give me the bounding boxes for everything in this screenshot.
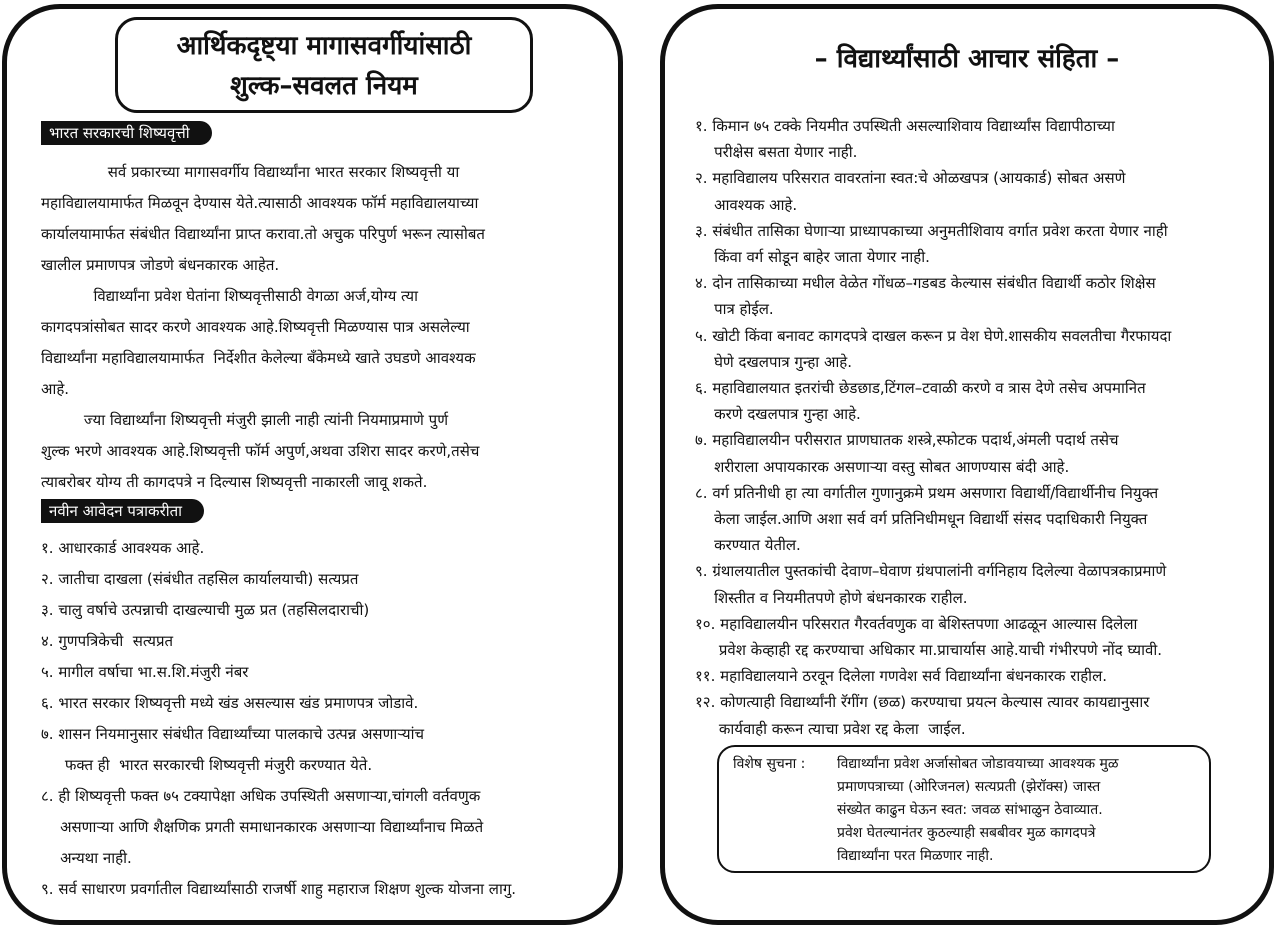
scholarship-title-line2: शुल्क–सवलत नियम <box>230 71 418 101</box>
special-notice-box <box>717 745 1211 873</box>
scholarship-title-line1: आर्थिकदृष्ट्या मागासवर्गीयांसाठी <box>176 31 472 61</box>
list-item: १. आधारकार्ड आवश्यक आहे. <box>41 539 205 557</box>
section-heading-govt-scholarship: भारत सरकारची शिष्यवृत्ती <box>41 121 212 145</box>
rule-line: ८. वर्ग प्रतिनीधी हा त्या वर्गातील गुणानुक्रमे प्रथम असणारा विद्यार्थी/विद्यार्थीनीच नियुक्त <box>695 483 1159 502</box>
code-of-conduct-rules <box>695 113 1171 742</box>
rule-line: २. महाविद्यालय परिसरात वावरतांना स्वत:चे ओळखपत्र (आयकार्ड) सोबत असणे <box>695 169 1126 188</box>
paragraph-line: कागदपत्रांसोबत सादर करणे आवश्यक आहे.शिष्यवृत्ती मिळण्यास पात्र असलेल्या <box>41 318 470 336</box>
paragraph-line: विद्यार्थ्यांना प्रवेश घेतांना शिष्यवृत्तीसाठी वेगळा अर्ज,योग्य त्या <box>41 287 418 305</box>
rule-line: ४. दोन तासिकाच्या मधील वेळेत गोंधळ–गडबड केल्यास संबंधीत विद्यार्थी कठोर शिक्षेस <box>695 274 1156 293</box>
notice-line: विद्यार्थ्यांना परत मिळणार नाही. <box>837 848 994 864</box>
notice-line: प्रवेश घेतल्यानंतर कुठल्याही सबबीवर मुळ कागदपत्रे <box>837 825 1096 841</box>
paragraph-line: त्याबरोबर योग्य ती कागदपत्रे न दिल्यास शिष्यवृत्ती नाकारली जावू शकते. <box>41 473 428 491</box>
paragraph-line: आहे. <box>41 380 70 398</box>
rule-line: करणे दखलपात्र गुन्हा आहे. <box>695 405 861 424</box>
paragraph-line: महाविद्यालयामार्फत मिळवून देण्यास येते.त्यासाठी आवश्यक फॉर्म महाविद्यालयाच्या <box>41 194 479 212</box>
scholarship-title-box <box>115 17 533 113</box>
paragraph-line: कार्यालयामार्फत संबंधीत विद्यार्थ्यांना प्राप्त करावा.तो अचुक परिपुर्ण भरून त्यासोबत <box>41 225 485 243</box>
paragraph-line: ज्या विद्यार्थ्यांना शिष्यवृत्ती मंजुरी झाली नाही त्यांनी नियमाप्रमाणे पुर्ण <box>41 411 449 429</box>
list-item: असणाऱ्या आणि शैक्षणिक प्रगती समाधानकारक असणाऱ्या विद्यार्थ्यांनाच मिळते <box>41 818 484 836</box>
scholarship-panel <box>2 4 623 925</box>
rule-line: पात्र होईल. <box>695 300 774 319</box>
new-application-list <box>41 533 516 905</box>
list-item: ९. सर्व साधारण प्रवर्गातील विद्यार्थ्यांसाठी राजर्षी शाहु महाराज शिक्षण शुल्क योजना लागु. <box>41 880 517 898</box>
list-item: फक्त ही भारत सरकारची शिष्यवृत्ती मंजुरी करण्यात येते. <box>41 756 373 774</box>
list-item: अन्यथा नाही. <box>41 849 132 867</box>
notice-line: प्रमाणपत्राच्या (ओरिजनल) सत्यप्रती (झेरॉक्स) जास्त <box>837 779 1101 795</box>
rule-line: ११. महाविद्यालयाने ठरवून दिलेला गणवेश सर्व विद्यार्थ्यांना बंधनकारक राहील. <box>695 667 1108 686</box>
list-item: ७. शासन नियमानुसार संबंधीत विद्यार्थ्यांच्या पालकाचे उत्पन्न असणाऱ्यांच <box>41 725 425 743</box>
rule-line: १. किमान ७५ टक्के नियमीत उपस्थिती असल्याशिवाय विद्यार्थ्यांस विद्यापीठाच्या <box>695 117 1115 135</box>
rule-line: ३. संबंधीत तासिका घेणाऱ्या प्राध्यापकाच्या अनुमतीशिवाय वर्गात प्रवेश करता येणार नाही <box>695 221 1168 240</box>
special-notice-label: विशेष सुचना : <box>733 756 806 772</box>
section-heading-new-application: नवीन आवेदन पत्राकरीता <box>41 499 204 523</box>
rule-line: घेणे दखलपात्र गुन्हा आहे. <box>695 352 853 371</box>
rule-line: परीक्षेस बसता येणार नाही. <box>695 143 858 162</box>
paragraph-line: शुल्क भरणे आवश्यक आहे.शिष्यवृत्ती फॉर्म अपुर्ण,अथवा उशिरा सादर करणे,तसेच <box>41 442 480 460</box>
rule-line: करण्यात येतील. <box>695 536 801 555</box>
notice-line: विद्यार्थ्यांना प्रवेश अर्जासोबत जोडावयाच्या आवश्यक मुळ <box>837 756 1119 772</box>
rule-line: १०. महाविद्यालयीन परिसरात गैरवर्तवणुक वा बेशिस्तपणा आढळून आल्यास दिलेला <box>695 614 1138 633</box>
rule-line: ५. खोटी किंवा बनावट कागदपत्रे दाखल करून प्र वेश घेणे.शासकीय सवलतीचा गैरफायदा <box>695 326 1172 345</box>
rule-line: शिस्तीत व नियमीतपणे होणे बंधनकारक राहील. <box>695 588 968 607</box>
rule-line: कार्यवाही करून त्याचा प्रवेश रद्द केला जाईल. <box>695 719 966 738</box>
rule-line: ९. ग्रंथालयातील पुस्तकांची देवाण–घेवाण ग्रंथपालांनी वर्गनिहाय दिलेल्या वेळापत्रकाप्रमाणे <box>695 562 1167 581</box>
special-notice-text <box>837 753 1119 868</box>
rule-line: प्रवेश केव्हाही रद्द करण्याचा अधिकार मा.प्राचार्यास आहे.याची गंभीरपणे नोंद घ्यावी. <box>695 641 1163 660</box>
notice-line: संख्येत काढुन घेऊन स्वत: जवळ सांभाळुन ठेवाव्यात. <box>837 802 1103 818</box>
paragraph-line: विद्यार्थ्यांना महाविद्यालयामार्फत निर्देशीत केलेल्या बँकेमध्ये खाते उघडणे आवश्यक <box>41 349 476 367</box>
rule-line: किंवा वर्ग सोडून बाहेर जाता येणार नाही. <box>695 248 930 267</box>
list-item: ४. गुणपत्रिकेची सत्यप्रत <box>41 632 174 650</box>
rule-line: १२. कोणत्याही विद्यार्थ्यांनी रॅगींग (छळ) करण्याचा प्रयत्न केल्यास त्यावर कायद्यानुसार <box>695 693 1150 712</box>
paragraph-line: खालील प्रमाणपत्र जोडणे बंधनकारक आहेत. <box>41 256 280 274</box>
list-item: २. जातीचा दाखला (संबंधीत तहसिल कार्यालयाची) सत्यप्रत <box>41 570 359 588</box>
code-of-conduct-title: – विद्यार्थ्यांसाठी आचार संहिता – <box>814 44 1120 74</box>
rule-line: ६. महाविद्यालयात इतरांची छेडछाड,टिंगल–टवाळी करणे व त्रास देणे तसेच अपमानित <box>695 379 1146 398</box>
rule-line: ७. महाविद्यालयीन परीसरात प्राणघातक शस्त्रे,स्फोटक पदार्थ,अंमली पदार्थ तसेच <box>695 431 1119 450</box>
rule-line: शरीराला अपायकारक असणाऱ्या वस्तु सोबत आणण्यास बंदी आहे. <box>695 457 1070 476</box>
list-item: ८. ही शिष्यवृत्ती फक्त ७५ टक्यापेक्षा अधिक उपस्थिती असणाऱ्या,चांगली वर्तवणुक <box>41 787 481 805</box>
list-item: ५. मागील वर्षाचा भा.स.शि.मंजुरी नंबर <box>41 663 249 681</box>
rule-line: आवश्यक आहे. <box>695 195 798 214</box>
code-of-conduct-panel <box>660 4 1274 925</box>
list-item: ३. चालु वर्षाचे उत्पन्नाची दाखल्याची मुळ प्रत (तहसिलदाराची) <box>41 601 370 619</box>
rule-line: केला जाईल.आणि अशा सर्व वर्ग प्रतिनिधीमधून विद्यार्थी संसद पदाधिकारी नियुक्त <box>695 510 1148 529</box>
govt-scholarship-text <box>41 157 485 498</box>
list-item: ६. भारत सरकार शिष्यवृत्ती मध्ये खंड असल्यास खंड प्रमाणपत्र जोडावे. <box>41 694 419 712</box>
paragraph-line: सर्व प्रकारच्या मागासवर्गीय विद्यार्थ्यांना भारत सरकार शिष्यवृत्ती या <box>41 163 460 181</box>
